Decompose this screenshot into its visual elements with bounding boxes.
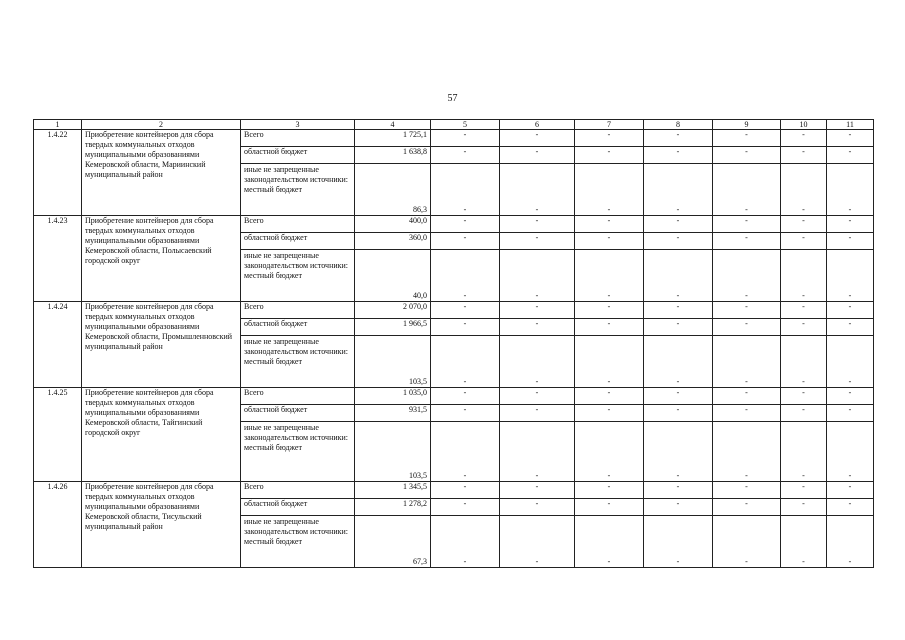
funding-source-total: Всего [241, 216, 355, 233]
column-header-7: 7 [575, 120, 644, 130]
empty-cell: - [575, 147, 644, 164]
empty-cell: - [575, 336, 644, 388]
empty-cell: - [827, 164, 874, 216]
empty-cell: - [781, 405, 827, 422]
column-header-4: 4 [355, 120, 431, 130]
empty-cell: - [575, 499, 644, 516]
column-header-8: 8 [644, 120, 713, 130]
empty-cell: - [781, 319, 827, 336]
amount-total: 1 725,1 [355, 130, 431, 147]
column-header-1: 1 [34, 120, 82, 130]
empty-cell: - [713, 250, 781, 302]
empty-cell: - [781, 516, 827, 568]
empty-cell: - [500, 388, 575, 405]
empty-cell: - [500, 164, 575, 216]
funding-source-other [241, 516, 355, 568]
empty-cell: - [431, 216, 500, 233]
empty-cell: - [431, 302, 500, 319]
empty-cell: - [644, 499, 713, 516]
empty-cell: - [781, 302, 827, 319]
table-row [34, 130, 874, 147]
empty-cell: - [500, 336, 575, 388]
empty-cell: - [644, 233, 713, 250]
empty-cell: - [431, 482, 500, 499]
empty-cell: - [644, 302, 713, 319]
other-sources-label: иные не запрещенные законодательством источники: [244, 423, 349, 442]
funding-source-total: Всего [241, 130, 355, 147]
empty-cell: - [575, 482, 644, 499]
amount-regional: 1 638,8 [355, 147, 431, 164]
empty-cell: - [500, 130, 575, 147]
amount-total: 1 345,5 [355, 482, 431, 499]
item-name: Приобретение контейнеров для сбора твердых коммунальных отходов муниципальными образованиями Кемеровской области, Тайгинский городской округ [82, 388, 241, 482]
funding-source-other [241, 422, 355, 482]
funding-source-total: Всего [241, 302, 355, 319]
other-sources-label: иные не запрещенные законодательством источники: [244, 165, 349, 184]
item-code: 1.4.25 [34, 388, 82, 482]
amount-regional: 360,0 [355, 233, 431, 250]
empty-cell: - [644, 164, 713, 216]
empty-cell: - [781, 164, 827, 216]
other-sources-label: иные не запрещенные законодательством источники: [244, 337, 349, 356]
local-budget-label: местный бюджет [244, 185, 302, 194]
empty-cell: - [575, 216, 644, 233]
empty-cell: - [500, 516, 575, 568]
column-header-9: 9 [713, 120, 781, 130]
empty-cell: - [827, 147, 874, 164]
empty-cell: - [644, 422, 713, 482]
item-name: Приобретение контейнеров для сбора твердых коммунальных отходов муниципальными образованиями Кемеровской области, Мариинский муниципальный район [82, 130, 241, 216]
funding-source-other [241, 250, 355, 302]
column-header-6: 6 [500, 120, 575, 130]
empty-cell: - [644, 405, 713, 422]
amount-local: 67,3 [355, 516, 431, 568]
empty-cell: - [575, 302, 644, 319]
empty-cell: - [713, 147, 781, 164]
funding-source-total: Всего [241, 482, 355, 499]
empty-cell: - [827, 388, 874, 405]
empty-cell: - [713, 516, 781, 568]
budget-table [33, 119, 874, 568]
empty-cell: - [713, 422, 781, 482]
empty-cell: - [575, 250, 644, 302]
funding-source-total: Всего [241, 388, 355, 405]
empty-cell: - [644, 250, 713, 302]
empty-cell: - [827, 482, 874, 499]
table-row [34, 302, 874, 319]
local-budget-label: местный бюджет [244, 357, 302, 366]
empty-cell: - [500, 319, 575, 336]
empty-cell: - [713, 130, 781, 147]
empty-cell: - [575, 388, 644, 405]
funding-source-regional: областной бюджет [241, 499, 355, 516]
item-name: Приобретение контейнеров для сбора твердых коммунальных отходов муниципальными образованиями Кемеровской области, Промышленновский муниципальный район [82, 302, 241, 388]
empty-cell: - [827, 336, 874, 388]
funding-source-regional: областной бюджет [241, 147, 355, 164]
empty-cell: - [575, 516, 644, 568]
empty-cell: - [827, 499, 874, 516]
empty-cell: - [644, 216, 713, 233]
amount-local: 103,5 [355, 336, 431, 388]
empty-cell: - [827, 130, 874, 147]
empty-cell: - [500, 422, 575, 482]
empty-cell: - [431, 336, 500, 388]
empty-cell: - [713, 405, 781, 422]
amount-local: 86,3 [355, 164, 431, 216]
funding-source-regional: областной бюджет [241, 233, 355, 250]
funding-source-regional: областной бюджет [241, 319, 355, 336]
empty-cell: - [713, 216, 781, 233]
table-body [34, 120, 874, 568]
empty-cell: - [500, 302, 575, 319]
amount-total: 2 070,0 [355, 302, 431, 319]
empty-cell: - [575, 164, 644, 216]
empty-cell: - [781, 499, 827, 516]
empty-cell: - [500, 405, 575, 422]
empty-cell: - [781, 233, 827, 250]
empty-cell: - [781, 388, 827, 405]
funding-source-other [241, 336, 355, 388]
empty-cell: - [644, 319, 713, 336]
empty-cell: - [827, 233, 874, 250]
empty-cell: - [575, 319, 644, 336]
empty-cell: - [500, 250, 575, 302]
empty-cell: - [781, 130, 827, 147]
empty-cell: - [431, 233, 500, 250]
item-code: 1.4.26 [34, 482, 82, 568]
empty-cell: - [713, 482, 781, 499]
empty-cell: - [781, 336, 827, 388]
empty-cell: - [644, 388, 713, 405]
item-code: 1.4.24 [34, 302, 82, 388]
empty-cell: - [781, 482, 827, 499]
empty-cell: - [644, 130, 713, 147]
column-header-10: 10 [781, 120, 827, 130]
item-code: 1.4.23 [34, 216, 82, 302]
empty-cell: - [827, 302, 874, 319]
empty-cell: - [713, 336, 781, 388]
empty-cell: - [781, 250, 827, 302]
local-budget-label: местный бюджет [244, 537, 302, 546]
empty-cell: - [500, 482, 575, 499]
empty-cell: - [500, 147, 575, 164]
amount-total: 400,0 [355, 216, 431, 233]
amount-regional: 1 966,5 [355, 319, 431, 336]
funding-source-other [241, 164, 355, 216]
item-name: Приобретение контейнеров для сбора твердых коммунальных отходов муниципальными образованиями Кемеровской области, Полысаевский городской округ [82, 216, 241, 302]
amount-local: 103,5 [355, 422, 431, 482]
empty-cell: - [431, 516, 500, 568]
empty-cell: - [827, 422, 874, 482]
empty-cell: - [827, 216, 874, 233]
amount-total: 1 035,0 [355, 388, 431, 405]
empty-cell: - [431, 499, 500, 516]
funding-source-regional: областной бюджет [241, 405, 355, 422]
empty-cell: - [827, 250, 874, 302]
empty-cell: - [500, 499, 575, 516]
empty-cell: - [500, 216, 575, 233]
empty-cell: - [431, 319, 500, 336]
empty-cell: - [713, 164, 781, 216]
empty-cell: - [644, 336, 713, 388]
empty-cell: - [431, 405, 500, 422]
empty-cell: - [781, 147, 827, 164]
amount-local: 40,0 [355, 250, 431, 302]
column-header-5: 5 [431, 120, 500, 130]
header-row [34, 120, 874, 130]
empty-cell: - [500, 233, 575, 250]
empty-cell: - [713, 499, 781, 516]
empty-cell: - [644, 147, 713, 164]
empty-cell: - [575, 405, 644, 422]
empty-cell: - [431, 164, 500, 216]
amount-regional: 1 278,2 [355, 499, 431, 516]
amount-regional: 931,5 [355, 405, 431, 422]
empty-cell: - [431, 388, 500, 405]
table-row [34, 216, 874, 233]
empty-cell: - [827, 405, 874, 422]
empty-cell: - [713, 319, 781, 336]
empty-cell: - [644, 516, 713, 568]
column-header-2: 2 [82, 120, 241, 130]
local-budget-label: местный бюджет [244, 443, 302, 452]
item-code: 1.4.22 [34, 130, 82, 216]
empty-cell: - [575, 422, 644, 482]
empty-cell: - [781, 422, 827, 482]
table-row [34, 482, 874, 499]
empty-cell: - [713, 302, 781, 319]
empty-cell: - [575, 233, 644, 250]
page-number: 57 [447, 93, 458, 104]
table-row [34, 388, 874, 405]
other-sources-label: иные не запрещенные законодательством источники: [244, 517, 349, 536]
empty-cell: - [431, 130, 500, 147]
empty-cell: - [827, 516, 874, 568]
empty-cell: - [781, 216, 827, 233]
other-sources-label: иные не запрещенные законодательством источники: [244, 251, 349, 270]
column-header-3: 3 [241, 120, 355, 130]
empty-cell: - [431, 422, 500, 482]
empty-cell: - [575, 130, 644, 147]
empty-cell: - [713, 233, 781, 250]
column-header-11: 11 [827, 120, 874, 130]
empty-cell: - [713, 388, 781, 405]
empty-cell: - [431, 147, 500, 164]
empty-cell: - [431, 250, 500, 302]
local-budget-label: местный бюджет [244, 271, 302, 280]
item-name: Приобретение контейнеров для сбора твердых коммунальных отходов муниципальными образованиями Кемеровской области, Тисульский муниципальный район [82, 482, 241, 568]
empty-cell: - [644, 482, 713, 499]
empty-cell: - [827, 319, 874, 336]
